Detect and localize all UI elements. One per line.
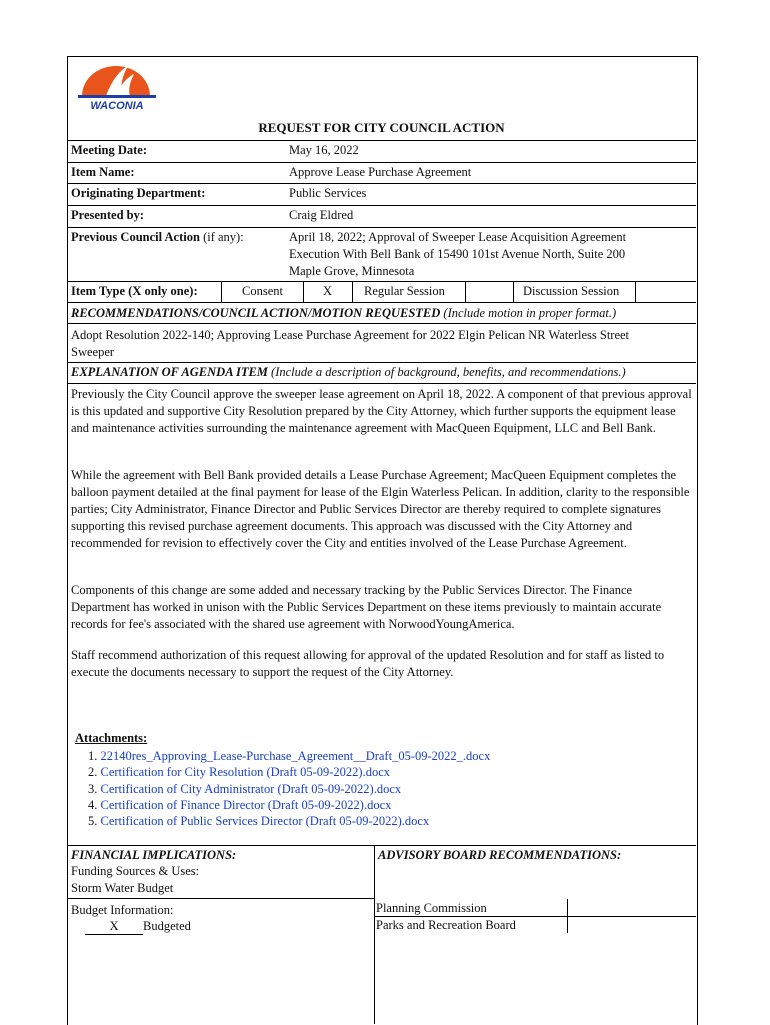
previous-action-label-suffix: (if any): — [199, 230, 244, 244]
budget-label: Budget Information: — [71, 903, 174, 917]
recommendations-line: Adopt Resolution 2022-140; Approving Lease Purchase Agreement for 2022 Elgin Pelican NR Waterless Street — [71, 328, 630, 342]
logo-text: WACONIA — [90, 100, 144, 112]
originating-department-value: Public Services — [289, 186, 367, 200]
divider — [635, 281, 636, 302]
attachments-heading: Attachments: — [75, 731, 148, 745]
item-type-mark: X — [323, 284, 333, 298]
city-logo-icon — [76, 62, 158, 112]
divider — [67, 227, 696, 228]
attachment-link[interactable]: Certification of Finance Director (Draft 05-09-2022).docx — [100, 797, 392, 812]
presented-by-label: Presented by: — [71, 208, 145, 222]
attachment-link[interactable]: Certification of City Administrator (Draft 05-09-2022).docx — [100, 781, 402, 796]
divider — [374, 845, 375, 1024]
item-name-value: Approve Lease Purchase Agreement — [289, 165, 472, 179]
divider — [67, 898, 374, 899]
budgeted-mark: X — [85, 919, 143, 935]
explanation-heading — [71, 365, 626, 380]
previous-action-label-text: Previous Council Action — [71, 230, 200, 244]
funding-value: Storm Water Budget — [71, 881, 174, 895]
divider — [67, 302, 696, 303]
divider — [67, 323, 696, 324]
attachment-link[interactable]: Certification of Public Services Director (Draft 05-09-2022).docx — [100, 814, 430, 829]
previous-action-value — [289, 229, 689, 280]
explanation-subheading: (Include a description of background, benefits, and recommendations.) — [271, 365, 626, 379]
divider — [352, 281, 353, 302]
previous-action-line: Maple Grove, Minnesota — [289, 264, 415, 278]
funding-label: Funding Sources & Uses: — [71, 864, 200, 878]
attachment-number: 5. — [88, 814, 98, 829]
attachment-link[interactable]: 22140res_Approving_Lease-Purchase_Agreement__Draft_05-09-2022_.docx — [100, 749, 491, 763]
meeting-date-value: May 16, 2022 — [289, 143, 359, 157]
attachment-number: 2. — [88, 765, 98, 780]
divider — [67, 281, 696, 282]
attachment-item — [88, 813, 490, 829]
explanation-heading-text: EXPLANATION OF AGENDA ITEM — [71, 365, 268, 379]
budgeted-row — [85, 919, 191, 935]
divider — [221, 281, 222, 302]
recommendations-heading — [71, 306, 616, 321]
divider — [303, 281, 304, 302]
previous-action-label — [71, 230, 244, 245]
attachment-item — [88, 748, 490, 764]
item-type-regular: Regular Session — [364, 284, 445, 298]
attachment-item — [88, 764, 490, 780]
divider — [67, 845, 696, 846]
attachment-number: 3. — [88, 781, 98, 796]
attachment-number: 1. — [88, 749, 98, 763]
form-title: REQUEST FOR CITY COUNCIL ACTION — [258, 120, 505, 135]
attachment-item — [88, 781, 490, 797]
explanation-paragraph: Components of this change are some added and necessary tracking by the Public Services Director. The Finance Department has worked in unison with the Public Services Department on these items previously to maintain accurate records for fee's associated with the shared use agreement with NorwoodYoungAmerica. — [71, 583, 662, 631]
item-type-consent: Consent — [242, 284, 283, 298]
recommendations-line: Sweeper — [71, 345, 115, 359]
attachment-number: 4. — [88, 797, 98, 812]
item-type-discussion: Discussion Session — [523, 284, 620, 298]
attachment-item — [88, 797, 490, 813]
advisory-board-parks: Parks and Recreation Board — [376, 918, 516, 932]
attachment-link[interactable]: Certification for City Resolution (Draft 05-09-2022).docx — [100, 765, 391, 780]
originating-department-label: Originating Department: — [71, 186, 206, 200]
recommendations-subheading: (Include motion in proper format.) — [443, 306, 617, 320]
explanation-paragraph: Previously the City Council approve the sweeper lease agreement on April 18, 2022. A component of that previous approval is this updated and supportive City Resolution prepared by the City Attorney, which further supports the equipment lease and maintenance activities surrounding the maintenance agreement with MacQueen Equipment, LLC and Bell Bank. — [71, 387, 692, 435]
meeting-date-label: Meeting Date: — [71, 143, 148, 157]
divider — [465, 281, 466, 302]
budgeted-label: Budgeted — [143, 919, 191, 933]
presented-by-value: Craig Eldred — [289, 208, 354, 222]
advisory-board-planning: Planning Commission — [376, 901, 487, 915]
previous-action-line: Execution With Bell Bank of 15490 101st Avenue North, Suite 200 — [289, 247, 626, 261]
explanation-paragraph: Staff recommend authorization of this request allowing for approval of the updated Resolution and for staff as listed to execute the documents necessary to support the request of the City Attorney. — [71, 648, 665, 679]
divider — [67, 362, 696, 363]
divider — [67, 162, 696, 163]
divider — [513, 281, 514, 302]
recommendations-text — [71, 327, 693, 361]
divider — [67, 140, 696, 141]
recommendations-heading-text: RECOMMENDATIONS/COUNCIL ACTION/MOTION REQUESTED — [71, 306, 441, 320]
divider — [67, 183, 696, 184]
divider — [67, 205, 696, 206]
divider — [67, 383, 696, 384]
explanation-paragraph: While the agreement with Bell Bank provided details a Lease Purchase Agreement; MacQueen Equipment completes the balloon payment detailed at the final payment for lease of the Elgin Waterless Pelican. In addition, clarity to the responsible parties; City Administrator, Finance Director and Public Services Director are thereby required to complete signatures supporting this revised purchase agreement documents. This approach was discussed with the City Attorney and recommended for revision to effectively cover the City and entities involved of the Lease Purchase Agreement. — [71, 468, 690, 550]
item-type-label: Item Type (X only one): — [71, 284, 198, 298]
financial-heading: FINANCIAL IMPLICATIONS: — [71, 848, 237, 862]
advisory-heading: ADVISORY BOARD RECOMMENDATIONS: — [378, 848, 622, 862]
attachments-list — [88, 748, 490, 829]
divider — [375, 916, 696, 917]
item-name-label: Item Name: — [71, 165, 135, 179]
previous-action-line: April 18, 2022; Approval of Sweeper Lease Acquisition Agreement — [289, 230, 627, 244]
